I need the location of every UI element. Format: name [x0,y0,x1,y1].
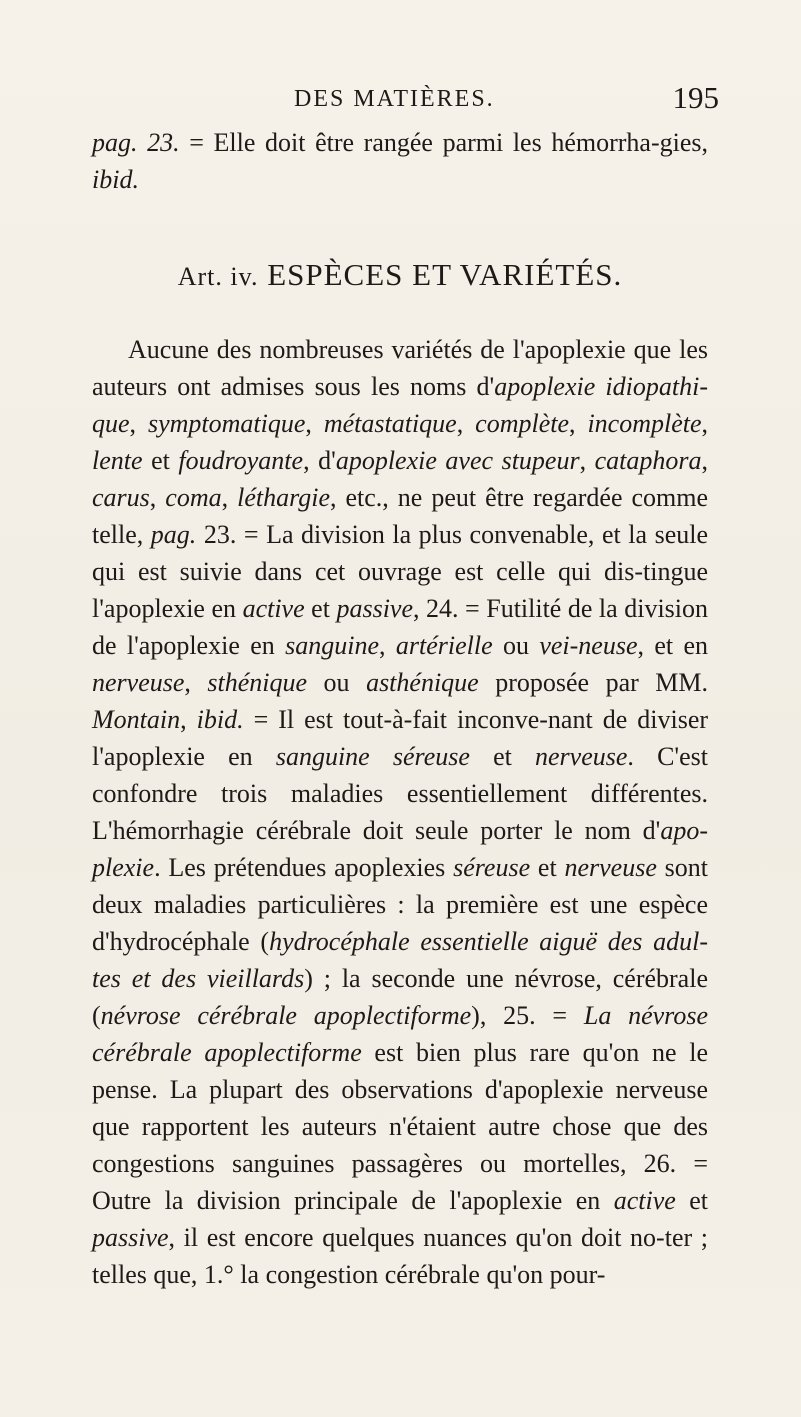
italic-run: artérielle [395,631,493,660]
italic-run: foudroyante [178,446,304,475]
article-title: ESPÈCES ET VARIÉTÉS. [267,257,623,292]
index-entry [92,124,708,198]
text-run: , [221,483,238,512]
italic-run: active [613,1186,676,1215]
entry-text: = Elle doit être rangée parmi les hémorrha-gies, [179,128,708,157]
italic-run: sanguine [285,631,379,660]
italic-run: apoplexie avec stupeur [335,446,580,475]
text-run: . Les prétendues apoplexies [154,853,454,882]
text-run: , d' [303,446,336,475]
italic-run: passive [336,594,413,623]
italic-run: névrose cérébrale apoplectiforme [100,1001,472,1030]
text-run: sont deux maladies particulières : la première est une espèce d'hydrocéphale ( [92,853,709,956]
text-run: et [675,1186,708,1215]
text-run: , [149,483,166,512]
text-run: , [579,446,595,475]
text-run: , [569,409,588,438]
italic-run: La névrose cérébrale apoplectiforme [92,1001,708,1067]
text-run: , il est encore quelques nuances qu'on doit no-ter ; telles que, 1.° la congestion cérébrale qu'on pour- [92,1223,708,1289]
italic-run: nerveuse [535,742,628,771]
text-run: et [304,594,337,623]
text-run: ) ; la seconde une névrose, cérébrale ( [92,964,708,1030]
text-run: Aucune des nombreuses variétés de l'apoplexie que les auteurs ont admises sous les noms d' [92,335,708,401]
text-run: ), 25. = [471,1001,584,1030]
italic-run: séreuse [453,853,531,882]
text-run: proposée par MM. [478,668,709,697]
italic-run: ibid. [196,705,244,734]
italic-run: pag. [150,520,197,549]
text-run: ou [492,631,540,660]
italic-run: nerveuse [564,853,657,882]
text-run: et [530,853,565,882]
text-run: et [142,446,179,475]
italic-run: cataphora [594,446,702,475]
text-run: et [469,742,535,771]
italic-run: nerveuse [92,668,185,697]
italic-run: carus [92,483,150,512]
italic-run: métastatique [323,409,457,438]
italic-run: apoplexie idiopathi-que [92,372,708,438]
entry-ibid: ibid. [92,165,139,194]
text-run: , [129,409,148,438]
running-head: DES MATIÈRES. [294,86,495,112]
article-heading [92,256,708,295]
italic-run: vei-neuse [539,631,638,660]
text-run: , [456,409,476,438]
article-label: Art. iv. [177,262,259,291]
text-run: , et en [637,631,709,660]
page-number: 195 [672,80,719,115]
italic-run: sthénique [207,668,308,697]
text-column [92,124,708,1293]
text-run: , [379,631,396,660]
text-run: = Il est tout-à-fait inconve-nant de diviser l'apoplexie en [92,705,709,771]
text-run: , [184,668,208,697]
text-run: , [180,705,197,734]
entry-ref: pag. 23. [92,128,180,157]
text-run: , etc., ne peut être regardée comme telle, [92,483,709,549]
italic-run: lente [92,446,143,475]
page-header [0,80,801,126]
italic-run: apo-plexie [92,816,708,882]
italic-run: coma [165,483,222,512]
text-run: , [701,409,709,438]
body-paragraph [92,331,708,1293]
text-run: . C'est confondre trois maladies essentiellement différentes. L'hémorrhagie cérébrale doit seule porter le nom d' [92,742,708,845]
italic-run: sanguine séreuse [275,742,470,771]
italic-run: hydrocéphale essentielle aiguë des adul-tes et des vieillards [92,927,709,993]
italic-run: incomplète [587,409,702,438]
italic-run: asthénique [366,668,479,697]
italic-run: active [242,594,305,623]
text-run: , 24. = Futilité de la division de l'apoplexie en [92,594,709,660]
text-run: , [305,409,324,438]
italic-run: Montain [92,705,181,734]
text-run: ou [307,668,367,697]
text-run: , [701,446,709,475]
italic-run: léthargie [237,483,331,512]
text-run: 23. = La division la plus convenable, et la seule qui est suivie dans cet ouvrage est celle qui dis-tingue l'apoplexie en [92,520,708,623]
text-run: est bien plus rare qu'on ne le pense. La plupart des observations d'apoplexie nerveuse que rapportent les auteurs n'étaient autre chose que des congestions sanguines passagères ou mortelles, 26. = Outre la division principale de l'apoplexie en [92,1038,709,1215]
italic-run: symptomatique [147,409,306,438]
italic-run: passive [92,1223,169,1252]
italic-run: complète [475,409,569,438]
